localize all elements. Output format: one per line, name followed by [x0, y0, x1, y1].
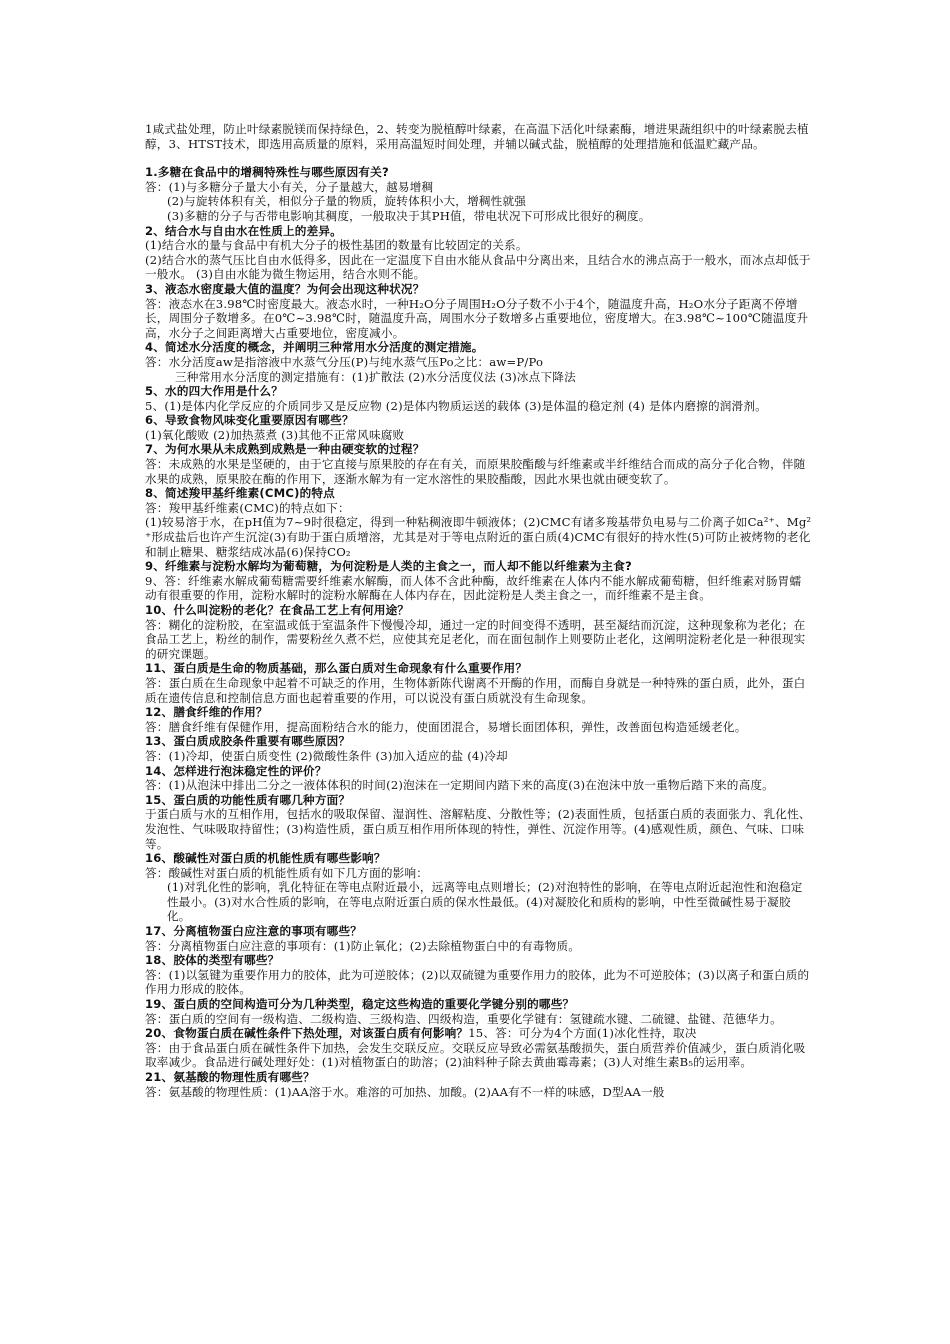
answer-body: [145, 180, 813, 224]
question-heading: 7、为何水果从未成熟到成熟是一种由硬变软的过程？: [145, 442, 425, 457]
question-heading: 11、蛋白质是生命的物质基础，那么蛋白质对生命现象有什么重要作用？: [145, 661, 528, 676]
question-heading: 5、水的四大作用是什么？: [145, 384, 283, 399]
answer-line: 9、答：纤维素水解成葡萄糖需要纤维素水解酶，而人体不含此种酶，故纤维素在人体内不能水解成葡萄糖，但纤维素对肠胃蠕动有很重要的作用，淀粉水解时的淀粉水解酶在人体内存在，因此淀粉是人类主食之一，而纤维素不是主食。: [145, 573, 802, 603]
qa-item: [145, 924, 813, 953]
answer-line: 答：未成熟的水果是坚硬的，由于它直接与原果胶的存在有关，而原果胶酯酸与纤维素或半纤维结合而成的高分子化合物，伴随水果的成熟，原果胶在酶的作用下，逐渐水解为有一定水溶性的果胶酯酸，因此水果也就由硬变软了。: [145, 457, 806, 486]
answer-body: [145, 618, 813, 662]
qa-item: [145, 559, 813, 603]
document-page: [145, 122, 813, 1099]
answer-line: 三种常用水分活度的测定措施有：(1)扩散法 (2)水分活度仪法 (3)冰点下降法: [175, 369, 576, 384]
answer-line: 答：液态水在3.98℃时密度最大。液态水时，一种H₂O分子周围H₂O分子数不小于4个，随温度升高，H₂O水分子距离不停增长，周围分子数增多。在0℃~3.98℃时，随温度升高，周围水分子数增多占重要地位，密度增大。在3.98℃~100℃随温度升高，水分子之间距离增大占重要地位，密度减小。: [145, 296, 809, 340]
qa-item: [145, 734, 813, 763]
answer-body: [145, 749, 813, 764]
qa-item: [145, 764, 813, 793]
answer-line: 于蛋白质与水的互相作用，包括水的吸取保留、湿润性、溶解粘度、分散性等；(2)表面性质，包括蛋白质的表面张力、乳化性、发泡性、气味吸取持留性；(3)构造性质，蛋白质互相作用所体现的特性，弹性、沉淀作用等。(4)感观性质，颜色、气味、口味等。: [145, 807, 811, 851]
answer-line: 答：蛋白质的空间有一级构造、二级构造、三级构造、四级构造，重要化学键有：氢键疏水键、二硫键、盐键、范德华力。: [145, 1011, 782, 1026]
answer-body: [145, 428, 813, 443]
answer-line: (2)结合水的蒸气压比自由水低得多，因此在一定温度下自由水能从食品中分离出来，且结合水的沸点高于一般水，而冰点却低于一般水。 (3)自由水能为微生物运用，结合水则不能。: [145, 252, 811, 282]
qa-item: [145, 997, 813, 1026]
qa-item: [145, 282, 813, 340]
question-heading: 2、结合水与自由水在性质上的差异。: [145, 223, 342, 238]
answer-line: 答：(1)与多糖分子量大小有关，分子量越大，越易增稠: [145, 179, 434, 194]
qa-item: [145, 793, 813, 851]
qa-item: [145, 486, 813, 559]
answer-body: [145, 1085, 813, 1100]
question-heading: 1.多糖在食品中的增稠特殊性与哪些原因有关?: [145, 165, 389, 180]
answer-line: 答：水分活度aw是指溶液中水蒸气分压(P)与纯水蒸气压Po之比：aw=P/Po: [145, 354, 544, 369]
answer-body: [145, 778, 813, 793]
answer-body: [145, 501, 813, 559]
qa-item: [145, 705, 813, 734]
answer-body: [145, 238, 813, 282]
question-heading: 6、导致食物风味变化重要原因有哪些？: [145, 413, 354, 428]
answer-line: 答：(1)冷却，使蛋白质变性 (2)微酸性条件 (3)加入适应的盐 (4)冷却: [145, 748, 508, 763]
question-heading: 21、氨基酸的物理性质有哪些？: [145, 1070, 315, 1084]
answer-line: 答：氨基酸的物理性质：(1)AA溶于水。难溶的可加热、加酸。(2)AA有不一样的味感，D型AA一般: [145, 1084, 665, 1099]
answer-line: 答：糊化的淀粉胶，在室温或低于室温条件下慢慢冷却，通过一定的时间变得不透明，甚至凝结而沉淀，这种现象称为老化；在食品工艺上，粉丝的制作，需要粉丝久煮不烂，应使其充足老化，而在面包制作上则要防止老化，这阐明淀粉老化是一种很现实的研究课题。: [145, 617, 806, 661]
question-heading: 14、怎样进行泡沫稳定性的评价？: [145, 763, 327, 778]
qa-item: [145, 384, 813, 413]
answer-line: (1)结合水的量与食品中有机大分子的极性基团的数量有比较固定的关系。: [145, 238, 528, 253]
question-heading: 18、胶体的类型有哪些？: [145, 953, 280, 968]
answer-line: (1)较易溶于水，在pH值为7~9时很稳定，得到一种粘稠液即牛顿液体；(2)CMC有诸多羧基带负电易与二价离子如Ca²⁺、Mg²⁺形成盐后也许产生沉淀(3)有助于蛋白质增溶，尤其是对于等电点附近的蛋白质(4)CMC有很好的持水性(5)可防止被烤物的老化和制止糖果、糖浆结成冰晶(6)保持CO₂: [145, 515, 812, 559]
qa-item: [145, 224, 813, 282]
question-heading: 4、简述水分活度的概念，并阐明三种常用水分活度的测定措施。: [145, 340, 484, 355]
qa-item: [145, 340, 813, 384]
question-heading: 13、蛋白质成胶条件重要有哪些原因？: [145, 734, 351, 749]
question-heading: 17、分离植物蛋白应注意的事项有哪些？: [145, 924, 363, 939]
answer-line: 答：由于食品蛋白质在碱性条件下加热，会发生交联反应。交联反应导致必需氨基酸损失，蛋白质营养价值减少，蛋白质消化吸取率减少。食品进行碱处理好处：(1)对植物蛋白的助溶；(2)油料种子除去黄曲霉毒素；(3)人对维生素B₅的运用率。: [145, 1040, 806, 1070]
answer-body: [145, 297, 813, 341]
answer-line: (2)与旋转体积有关，相似分子量的物质，旋转体积小大，增稠性就强: [167, 194, 527, 209]
qa-item: [145, 413, 813, 442]
qa-item: [145, 851, 813, 924]
question-heading: 9、纤维素与淀粉水解均为葡萄糖，为何淀粉是人类的主食之一，而人却不能以纤维素为主食?: [145, 559, 632, 574]
answer-line: (1)对乳化性的影响，乳化特征在等电点附近最小，远离等电点则增长；(2)对泡特性的影响，在等电点附近起泡性和泡稳定性最小。(3)对水合性质的影响，在等电点附近蛋白质的保水性最低。(4)对凝胶化和质构的影响，中性至微碱性易于凝胶化。: [167, 880, 803, 924]
answer-line: (3)多糖的分子与否带电影响其稠度，一般取决于其PH值，带电状况下可形成比很好的稠度。: [167, 208, 651, 223]
qa-item: [145, 165, 813, 223]
answer-line: 答：分离植物蛋白应注意的事项有：(1)防止氧化；(2)去除植物蛋白中的有毒物质。: [145, 938, 581, 953]
answer-line: 答：羧甲基纤维素(CMC)的特点如下：: [145, 500, 350, 515]
qa-item: [145, 953, 813, 997]
question-heading: 12、膳食纤维的作用？: [145, 705, 268, 720]
answer-body: [145, 355, 813, 384]
question-heading: 20、食物蛋白质在碱性条件下热处理，对该蛋白质有何影响？15、答：可分为4个方面(1)冰化性持，取决: [145, 1026, 697, 1041]
answer-body: [145, 939, 813, 954]
answer-line: (1)氧化酸败 (2)加热蒸煮 (3)其他不正常风味腐败: [145, 427, 405, 442]
answer-body: [145, 457, 813, 486]
question-heading: 16、酸碱性对蛋白质的机能性质有哪些影响？: [145, 851, 386, 866]
answer-line: 5、(1)是体内化学反应的介质同步又是反应物 (2)是体内物质运送的载体 (3)是体温的稳定剂 (4) 是体内磨擦的润滑剂。: [145, 398, 767, 413]
answer-body: [145, 968, 813, 997]
answer-body: [145, 399, 813, 414]
answer-body: [145, 1012, 813, 1027]
question-heading: 19、蛋白质的空间构造可分为几种类型，稳定这些构造的重要化学键分别的哪些？: [145, 997, 575, 1012]
answer-body: [145, 866, 813, 924]
question-tail-text: 15、答：可分为4个方面(1)冰化性持，取决: [468, 1026, 697, 1041]
answer-body: [145, 807, 813, 851]
qa-item: [145, 1070, 813, 1099]
answer-line: 答：蛋白质在生命现象中起着不可缺乏的作用，生物体新陈代谢离不开酶的作用，而酶自身就是一种特殊的蛋白质，此外，蛋白质在遗传信息和控制信息方面也起着重要的作用，可以说没有蛋白质就没有生命现象。: [145, 675, 806, 705]
qa-item: [145, 603, 813, 661]
question-heading: 3、液态水密度最大值的温度？为何会出现这种状况？: [145, 281, 425, 296]
answer-line: 答：(1)从泡沫中排出二分之一液体体积的时间(2)泡沫在一定期间内踏下来的高度(3)在泡沫中放一重物后踏下来的高度。: [145, 778, 774, 793]
answer-body: [145, 720, 813, 735]
qa-item: [145, 1026, 813, 1070]
qa-item: [145, 661, 813, 705]
answer-body: [145, 676, 813, 705]
answer-line: 答：膳食纤维有保健作用，提高面粉结合水的能力，使面团混合，易增长面团体积，弹性，改善面包构造延缓老化。: [145, 719, 747, 734]
question-heading: 8、简述羧甲基纤维素(CMC)的特点: [145, 486, 335, 501]
answer-body: [145, 1041, 813, 1070]
intro-paragraph: 1咸式盐处理，防止叶绿素脱镁而保持绿色，2、转变为脱植醇叶绿素，在高温下活化叶绿素酶，增进果蔬组织中的叶绿素脱去植醇，3、HTST技术，即选用高质量的原料，采用高温短时间处理，并辅以碱式盐，脱植醇的处理措施和低温贮藏产品。: [145, 122, 809, 151]
question-heading: 10、什么叫淀粉的老化？在食品工艺上有何用途？: [145, 603, 410, 617]
answer-line: 答：(1)以氢键为重要作用力的胶体，此为可逆胶体；(2)以双硫键为重要作用力的胶体，此为不可逆胶体；(3)以离子和蛋白质的作用力形成的胶体。: [145, 967, 810, 997]
qa-list: [145, 165, 813, 1099]
answer-body: [145, 574, 813, 603]
qa-item: [145, 442, 813, 486]
answer-line: 答：酸碱性对蛋白质的机能性质有如下几方面的影响：: [145, 865, 429, 880]
question-heading: 15、蛋白质的功能性质有哪几种方面？: [145, 792, 351, 807]
